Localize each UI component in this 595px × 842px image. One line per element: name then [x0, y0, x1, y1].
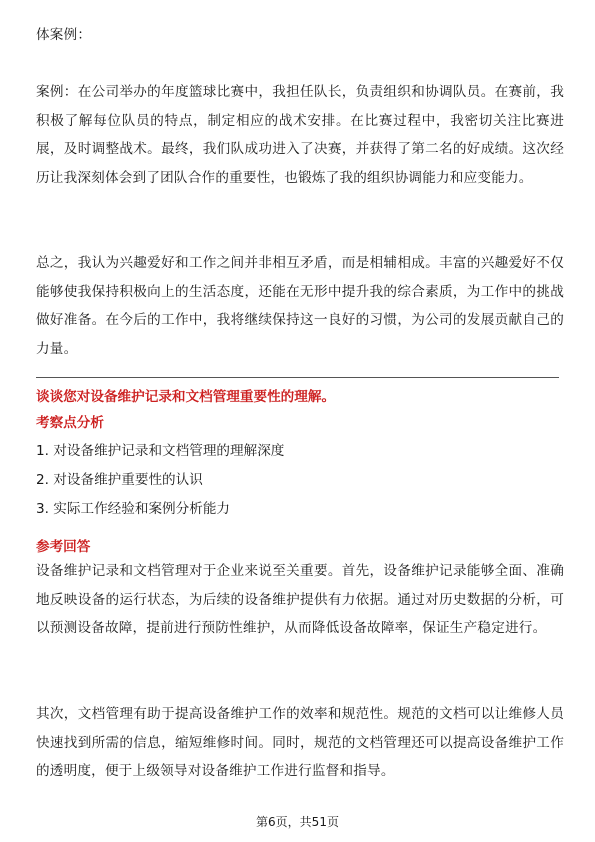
- answer-paragraph-1: 设备维护记录和文档管理对于企业来说至关重要。首先，设备维护记录能够全面、准确地反映设备的运行状态，为后续的设备维护提供有力依据。通过对历史数据的分析，可以预测设备故障，提前进行预防性维护，从而降低设备故障率，保证生产稳定进行。: [36, 563, 564, 636]
- summary-paragraph: 总之，我认为兴趣爱好和工作之间并非相互矛盾，而是相辅相成。丰富的兴趣爱好不仅能够使我保持积极向上的生活态度，还能在无形中提升我的综合素质，为工作中的挑战做好准备。在今后的工作中，我将继续保持这一良好的习惯，为公司的发展贡献自己的力量。: [36, 255, 564, 357]
- answer-paragraph-2: 其次，文档管理有助于提高设备维护工作的效率和规范性。规范的文档可以让维修人员快速找到所需的信息，缩短维修时间。同时，规范的文档管理还可以提高设备维护工作的透明度，便于上级领导对设备维护工作进行监督和指导。: [36, 706, 564, 779]
- case-paragraph: 案例：在公司举办的年度篮球比赛中，我担任队长，负责组织和协调队员。在赛前，我积极了解每位队员的特点，制定相应的战术安排。在比赛过程中，我密切关注比赛进展，及时调整战术。最终，我们队成功进入了决赛，并获得了第二名的好成绩。这次经历让我深刻体会到了团队合作的重要性，也锻炼了我的组织协调能力和应变能力。: [36, 84, 564, 186]
- point-item: 1. 对设备维护记录和文档管理的理解深度: [36, 443, 285, 459]
- point-item: 3. 实际工作经验和案例分析能力: [36, 501, 231, 517]
- page-number: 第6页，共51页: [256, 815, 339, 829]
- points-title: 考察点分析: [36, 415, 104, 431]
- question-heading: 谈谈您对设备维护记录和文档管理重要性的理解。: [36, 389, 336, 405]
- point-item: 2. 对设备维护重要性的认识: [36, 472, 203, 488]
- intro-line: 体案例：: [36, 27, 92, 43]
- answer-title: 参考回答: [36, 539, 91, 555]
- section-divider: [36, 377, 559, 378]
